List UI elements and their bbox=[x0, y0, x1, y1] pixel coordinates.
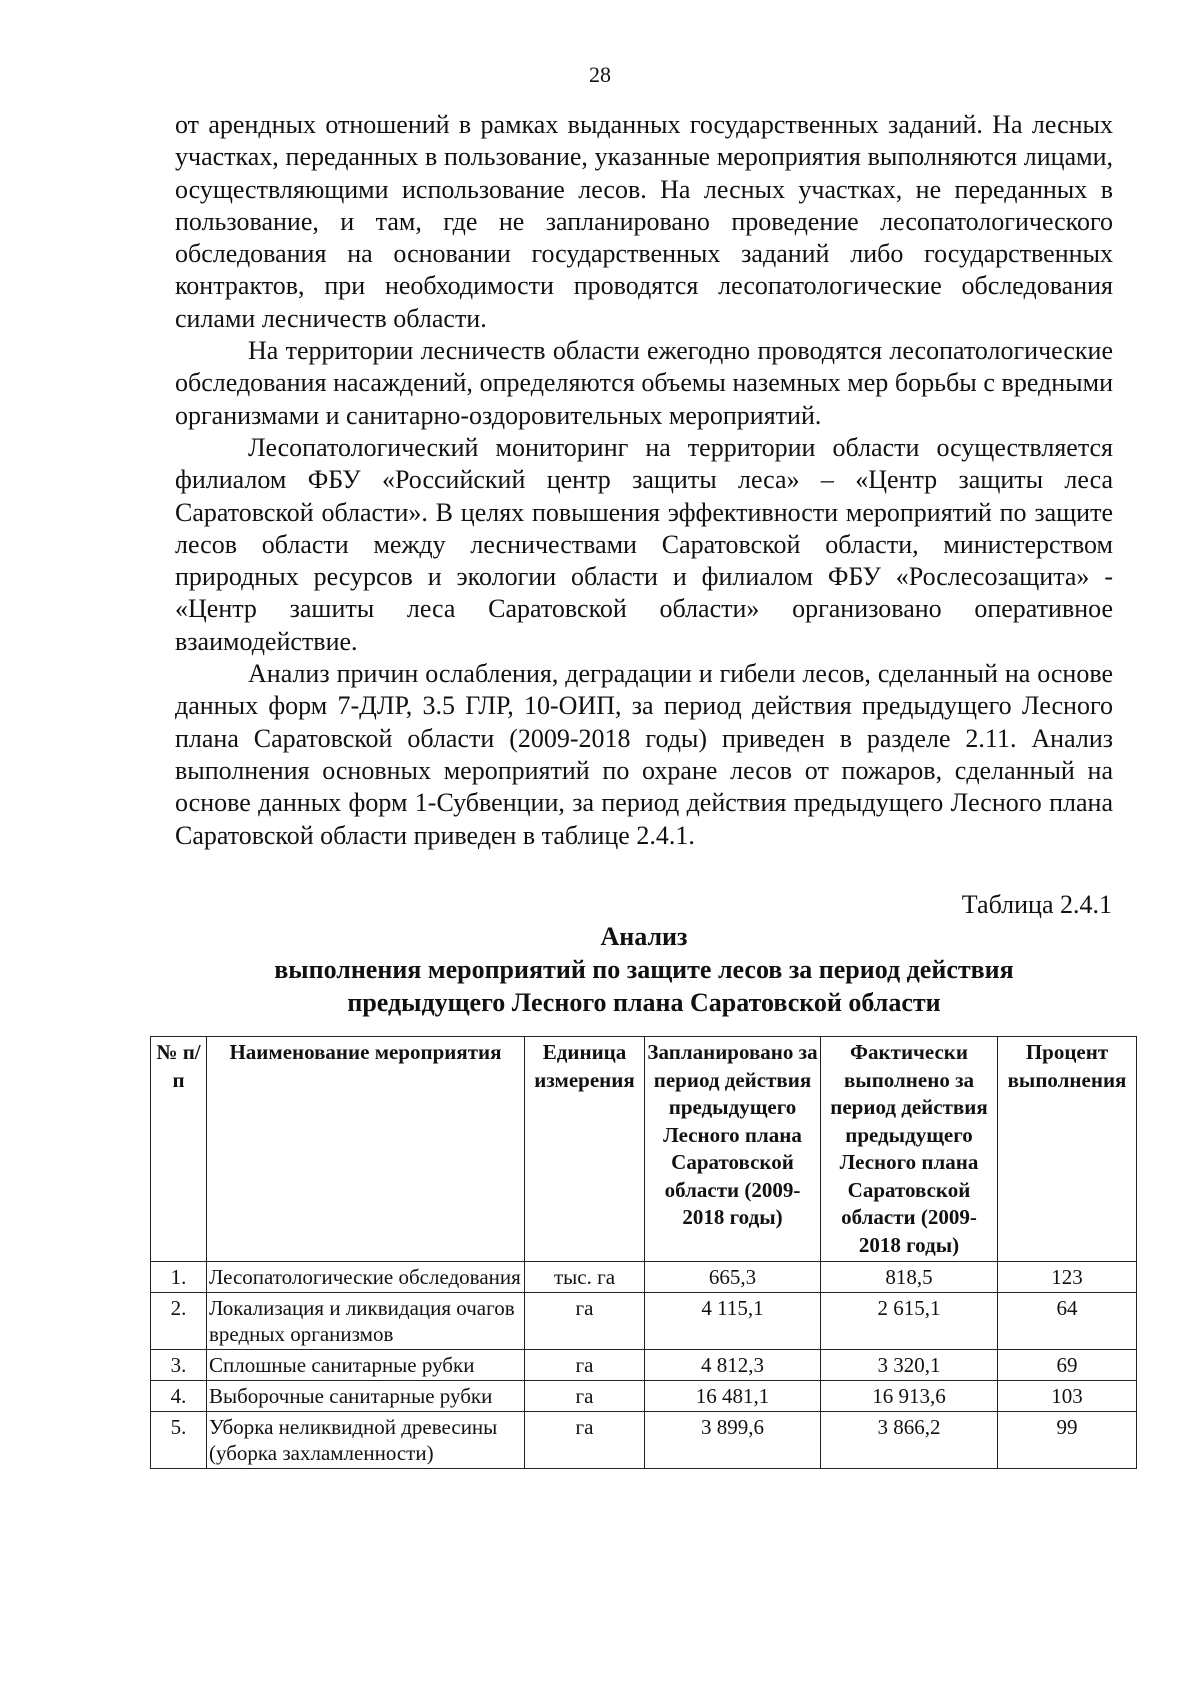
row-percent: 99 bbox=[998, 1412, 1137, 1469]
paragraph-2: На территории лесничеств области ежегодно проводятся лесопатологические обследования насаждений, определяются объемы наземных мер борьбы с вредными организмами и санитарно-оздоровительных мероприятий. bbox=[175, 336, 1113, 430]
row-actual: 818,5 bbox=[821, 1262, 998, 1293]
header-planned: Запланировано за период действия предыдущего Лесного плана Саратовской области (2009-2018 годы) bbox=[645, 1037, 821, 1262]
paragraph-1: от арендных отношений в рамках выданных государственных заданий. На лесных участках, переданных в пользование, указанные мероприятия выполняются лицами, осуществляющими использование лесов. На лесных участках, не переданных в пользование, и там, где не запланировано проведение лесопатологического обследования на основании государственных заданий либо государственных контрактов, при необходимости проводятся лесопатологические обследования силами лесничеств области. bbox=[175, 110, 1113, 333]
table-row bbox=[151, 1412, 1137, 1469]
row-actual: 2 615,1 bbox=[821, 1293, 998, 1350]
row-name: Лесопатологические обследования bbox=[207, 1262, 525, 1293]
body-text bbox=[175, 109, 1113, 852]
row-name: Выборочные санитарные рубки bbox=[207, 1381, 525, 1412]
row-planned: 3 899,6 bbox=[645, 1412, 821, 1469]
row-unit: тыс. га bbox=[525, 1262, 645, 1293]
row-percent: 69 bbox=[998, 1350, 1137, 1381]
row-actual: 16 913,6 bbox=[821, 1381, 998, 1412]
table-row bbox=[151, 1293, 1137, 1350]
row-planned: 665,3 bbox=[645, 1262, 821, 1293]
table-row bbox=[151, 1262, 1137, 1293]
table-header-row bbox=[151, 1037, 1137, 1262]
row-number: 2. bbox=[151, 1293, 207, 1350]
row-percent: 64 bbox=[998, 1293, 1137, 1350]
row-number: 3. bbox=[151, 1350, 207, 1381]
row-unit: га bbox=[525, 1381, 645, 1412]
table-row bbox=[151, 1350, 1137, 1381]
row-name: Локализация и ликвидация очагов вредных организмов bbox=[207, 1293, 525, 1350]
header-percent: Процент выполнения bbox=[998, 1037, 1137, 1262]
row-percent: 123 bbox=[998, 1262, 1137, 1293]
row-unit: га bbox=[525, 1293, 645, 1350]
row-actual: 3 320,1 bbox=[821, 1350, 998, 1381]
row-number: 4. bbox=[151, 1381, 207, 1412]
row-planned: 4 115,1 bbox=[645, 1293, 821, 1350]
table-title-line-2: выполнения мероприятий по защите лесов за период действия bbox=[274, 955, 1014, 984]
header-name: Наименование мероприятия bbox=[207, 1037, 525, 1262]
page-number: 28 bbox=[589, 62, 611, 87]
row-unit: га bbox=[525, 1412, 645, 1469]
header-unit: Единица измерения bbox=[525, 1037, 645, 1262]
row-actual: 3 866,2 bbox=[821, 1412, 998, 1469]
header-number: № п/п bbox=[151, 1037, 207, 1262]
table-title-line-3: предыдущего Лесного плана Саратовской области bbox=[347, 988, 941, 1017]
row-name: Уборка неликвидной древесины (уборка захламленности) bbox=[207, 1412, 525, 1469]
table-row bbox=[151, 1381, 1137, 1412]
row-planned: 16 481,1 bbox=[645, 1381, 821, 1412]
row-name: Сплошные санитарные рубки bbox=[207, 1350, 525, 1381]
row-number: 5. bbox=[151, 1412, 207, 1469]
row-number: 1. bbox=[151, 1262, 207, 1293]
measures-table bbox=[150, 1036, 1137, 1469]
paragraph-3: Лесопатологический мониторинг на территории области осуществляется филиалом ФБУ «Российский центр защиты леса» – «Центр защиты леса Саратовской области». В целях повышения эффективности мероприятий по защите лесов области между лесничествами Саратовской области, министерством природных ресурсов и экологии области и филиалом ФБУ «Рослесозащита» - «Центр зашиты леса Саратовской области» организовано оперативное взаимодействие. bbox=[175, 432, 1113, 656]
table-title bbox=[175, 920, 1113, 1019]
row-unit: га bbox=[525, 1350, 645, 1381]
paragraph-4: Анализ причин ослабления, деградации и гибели лесов, сделанный на основе данных форм 7-ДЛР, 3.5 ГЛР, 10-ОИП, за период действия предыдущего Лесного плана Саратовской области (2009-2018 годы) приведен в разделе 2.11. Анализ выполнения основных мероприятий по охране лесов от пожаров, сделанный на основе данных форм 1-Субвенции, за период действия предыдущего Лесного плана Саратовской области приведен в таблице 2.4.1. bbox=[175, 659, 1113, 850]
table-caption: Таблица 2.4.1 bbox=[961, 890, 1112, 919]
row-planned: 4 812,3 bbox=[645, 1350, 821, 1381]
header-actual: Фактически выполнено за период действия предыдущего Лесного плана Саратовской области (2009-2018 годы) bbox=[821, 1037, 998, 1262]
table-title-line-1: Анализ bbox=[600, 922, 688, 951]
row-percent: 103 bbox=[998, 1381, 1137, 1412]
